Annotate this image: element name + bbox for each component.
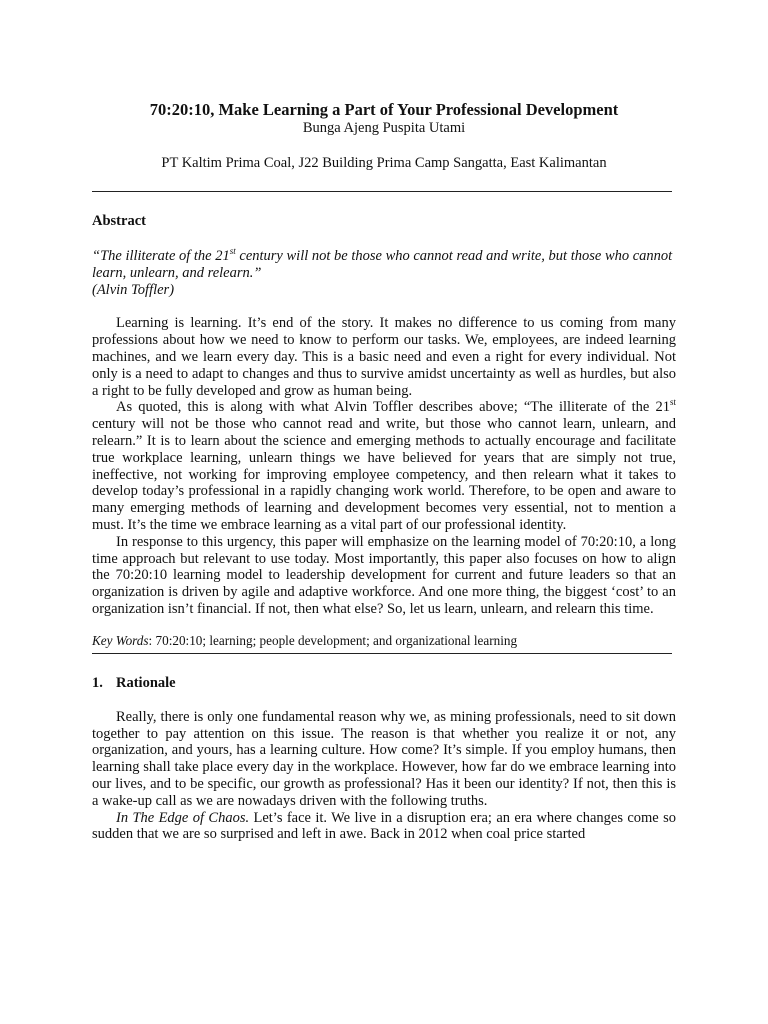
rationale-heading [92,675,676,692]
author-name: Bunga Ajeng Puspita Utami [302,120,466,136]
author-affiliation: PT Kaltim Prima Coal, J22 Building Prima Camp Sangatta, East Kalimantan [161,155,607,171]
section-title: Rationale [116,674,176,691]
divider-top [92,191,672,192]
section-number: 1. [92,674,103,691]
quote-author: (Alvin Toffler) [92,281,175,298]
rationale-paragraph-1: Really, there is only one fundamental reason why we, as mining professionals, need to sit down together to pay attention on this issue. The reason is that whether you realize it or not, any organization, and yours, has a learning culture. How come? It’s simple. If you employ humans, then learning shall take place every day in the workplace. However, how far do we embrace learning into our lives, and to be specific, our growth as professional? Has it been our identity? If not, then this is a wake-up call as we are nowadays driven with the following truths. [92,708,676,809]
quote-superscript: st [229,246,236,257]
quote-text-2: century will not be those who cannot read and write, but those who cannot learn, unlearn, and relearn.” [92,248,673,281]
rationale-p2-text: Let’s face it. We live in a disruption era; an era where changes come so sudden that we are so surprised and left in awe. Back in 2012 when coal price started [92,809,676,843]
rationale-p2-italic: In The Edge of Chaos. [116,809,250,826]
divider-bottom [92,653,672,654]
abstract-paragraph-1: Learning is learning. It’s end of the story. It makes no difference to us coming from many professions about how we need to know to perform our tasks. We, employees, are indeed learning machines, and we learn every day. This is a basic need and even a right for every individual. Not only is a need to adapt to changes and thus to survive amidst uncertainty as well as hurdles, but also a right to be fully developed and grow as human being. [92,315,676,399]
paper-title: 70:20:10, Make Learning a Part of Your Professional Development [149,100,619,119]
quote-text-1: “The illiterate of the 21 [92,248,230,264]
epigraph-quote [92,248,676,298]
keywords-label: Key Words [92,632,149,648]
abstract-p2-text-2: century will not be those who cannot read and write, but those who cannot learn, unlearn, and relearn.” It is to learn about the science and emerging methods to actually encourage and facilitate true workplace learning, unlearn things we have believed for years that are simply not true, ineffective, not working for improving employee competency, and then relearn what it takes to develop today’s professional in a rapidly changing work world. Therefore, to be open and aware to many emerging methods of learning and development becomes very essential, not to mention a must. It’s the time we embrace learning as a vital part of our professional identity. [92,416,676,533]
abstract-p2-text-1: As quoted, this is along with what Alvin Toffler describes above; “The illiterate of the 21 [116,399,670,416]
abstract-p2-superscript: st [669,397,676,408]
abstract-paragraph-2 [92,399,676,533]
abstract-paragraph-3: In response to this urgency, this paper will emphasize on the learning model of 70:20:10, a long time approach but relevant to use today. Most importantly, this paper also focuses on how to align the 70:20:10 learning model to leadership development for current and future leaders so that an organization is driven by agile and adaptive workforce. And one more thing, the biggest ‘cost’ to an organization isn’t financial. If not, then what else? So, let us learn, unlearn, and relearn this time. [92,533,676,617]
keywords-text: : 70:20:10; learning; people development; and organizational learning [148,632,518,648]
keywords [92,633,676,649]
abstract-heading: Abstract [92,213,146,229]
rationale-paragraph-2 [92,810,676,844]
